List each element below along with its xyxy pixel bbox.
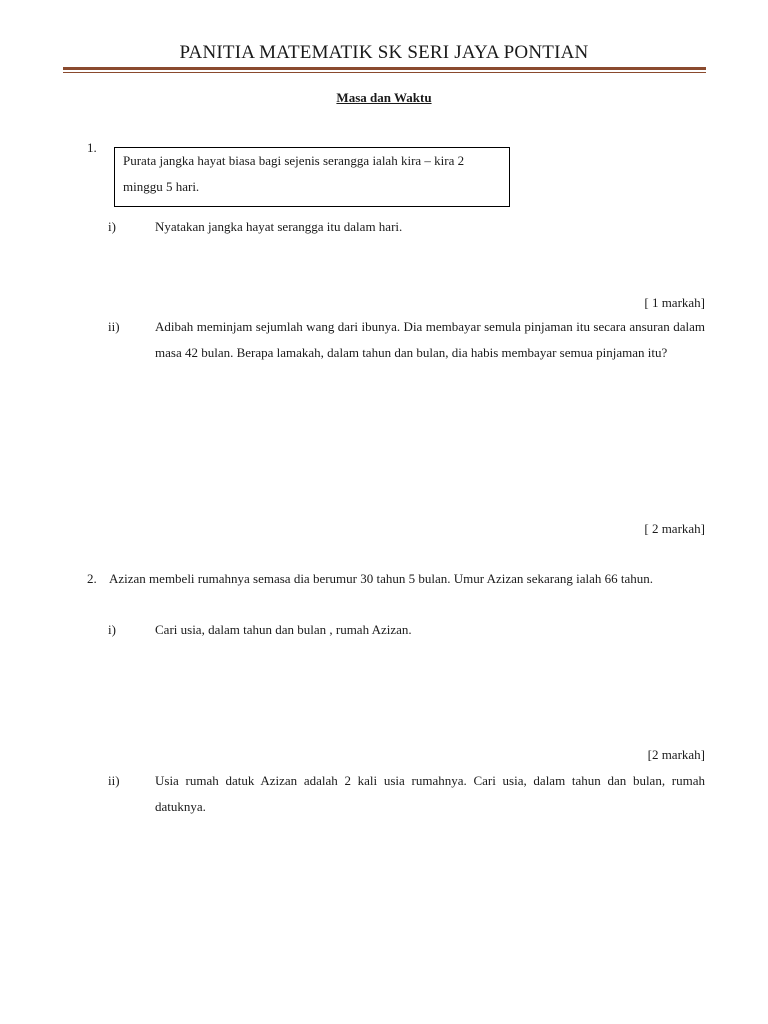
question-2-part-i-label: i): [108, 622, 116, 637]
question-1-part-i-marks: [ 1 markah]: [644, 295, 705, 310]
question-1-part-i-text: Nyatakan jangka hayat serangga itu dalam hari.: [155, 219, 403, 234]
question-1-part-ii-marks: [ 2 markah]: [644, 521, 705, 536]
question-2-stem: Azizan membeli rumahnya semasa dia berumur 30 tahun 5 bulan. Umur Azizan sekarang ialah 66 tahun.: [109, 571, 654, 586]
question-2-part-ii-label: ii): [108, 773, 120, 788]
question-2-number: 2.: [87, 571, 97, 586]
question-1-part-ii-label: ii): [108, 319, 120, 334]
header-rule-thick: [63, 67, 706, 70]
question-2-part-ii-text: Usia rumah datuk Azizan adalah 2 kali usia rumahnya. Cari usia, dalam tahun dan bulan, rumah datuknya.: [155, 773, 705, 814]
page-header-title: PANITIA MATEMATIK SK SERI JAYA PONTIAN: [179, 42, 589, 63]
question-1-box-text: Purata jangka hayat biasa bagi sejenis serangga ialah kira – kira 2 minggu 5 hari.: [123, 153, 465, 194]
question-2-part-i-marks: [2 markah]: [647, 747, 705, 762]
question-1-part-i-label: i): [108, 219, 116, 234]
question-2-part-i-text: Cari usia, dalam tahun dan bulan , rumah Azizan.: [155, 622, 412, 637]
header-rule-thin: [63, 72, 706, 73]
question-1-number: 1.: [87, 140, 97, 155]
section-title: Masa dan Waktu: [336, 90, 432, 105]
question-1-part-ii-text: Adibah meminjam sejumlah wang dari ibunya. Dia membayar semula pinjaman itu secara ansuran dalam masa 42 bulan. Berapa lamakah, dalam tahun dan bulan, dia habis membayar semua pinjaman itu?: [155, 319, 705, 360]
